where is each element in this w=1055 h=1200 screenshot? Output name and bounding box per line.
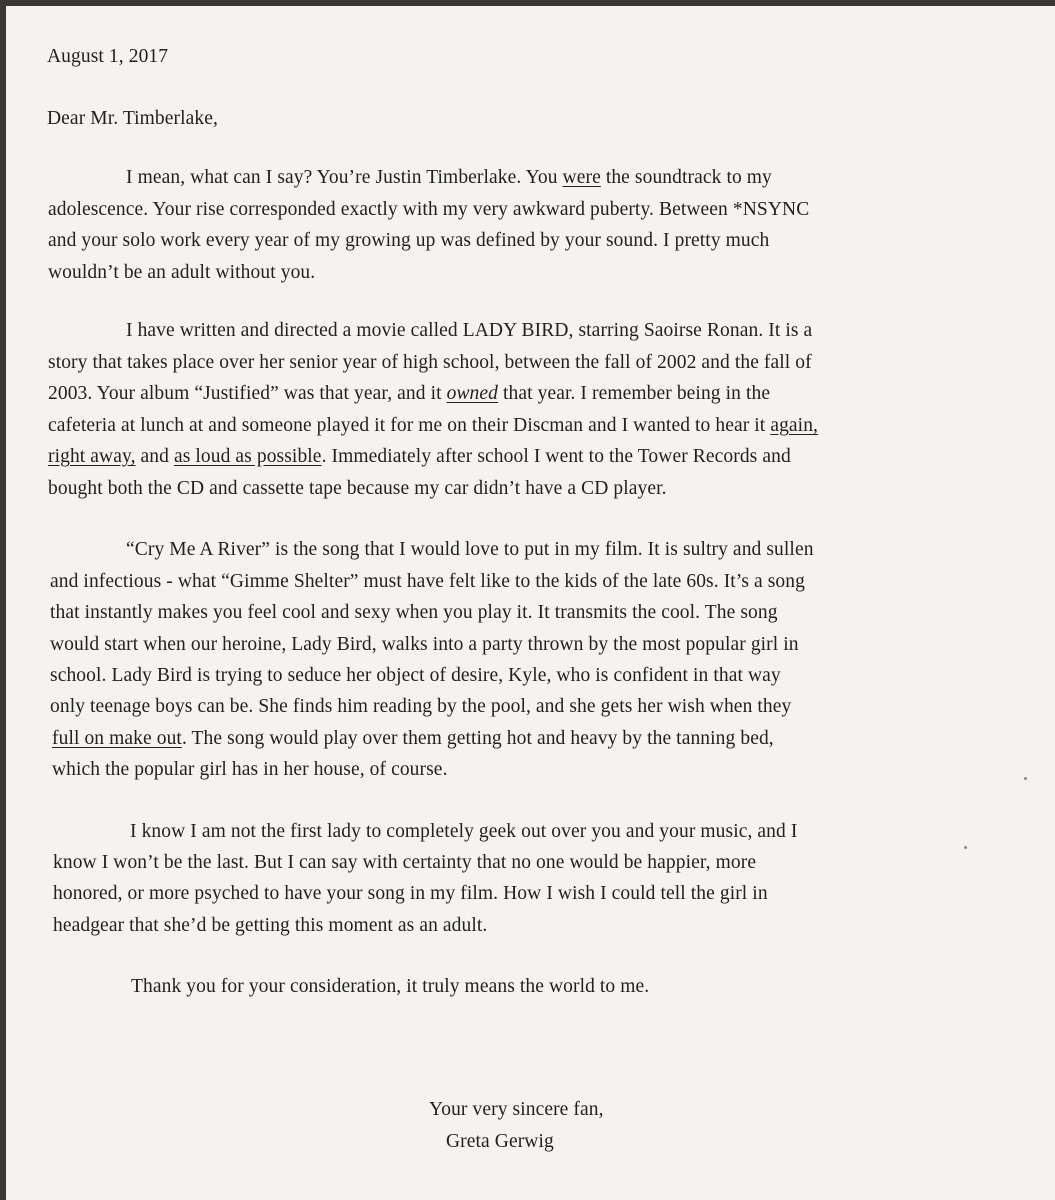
paper-speck [964, 846, 967, 849]
paragraph-4-line-4: headgear that she’d be getting this moment as an adult. [53, 915, 488, 936]
text-run: and [135, 446, 174, 467]
underlined-phrase: full on make out [52, 728, 182, 749]
paragraph-1-line-1 [126, 167, 772, 189]
paragraph-3-line-5: school. Lady Bird is trying to seduce her object of desire, Kyle, who is confident in that way [50, 665, 781, 686]
paragraph-2-line-3 [48, 383, 770, 405]
paragraph-2-line-6: bought both the CD and cassette tape because my car didn’t have a CD player. [48, 478, 667, 499]
text-run: cafeteria at lunch at and someone played it for me on their Discman and I wanted to hear it [48, 415, 771, 436]
paragraph-5: Thank you for your consideration, it truly means the world to me. [131, 976, 650, 997]
text-run: the soundtrack to my [600, 167, 772, 188]
paragraph-2-line-4 [48, 415, 818, 437]
letter-date: August 1, 2017 [47, 46, 169, 67]
underlined-phrase: right away, [48, 446, 136, 467]
paragraph-2-line-5 [48, 446, 791, 468]
paragraph-1-line-4: wouldn’t be an adult without you. [48, 262, 316, 283]
paragraph-2-line-1: I have written and directed a movie called LADY BIRD, starring Saoirse Ronan. It is a [126, 320, 813, 341]
paragraph-3-line-2: and infectious - what “Gimme Shelter” must have felt like to the kids of the late 60s. It’s a song [50, 571, 805, 592]
text-run: 2003. Your album “Justified” was that year, and it [48, 383, 447, 404]
closing: Your very sincere fan, [429, 1099, 604, 1120]
paragraph-3-line-8: which the popular girl has in her house, of course. [52, 759, 448, 780]
underlined-word: were [562, 167, 601, 188]
salutation: Dear Mr. Timberlake, [47, 108, 218, 129]
paragraph-2-line-2: story that takes place over her senior year of high school, between the fall of 2002 and the fall of [48, 352, 812, 373]
paragraph-3-line-4: would start when our heroine, Lady Bird, walks into a party thrown by the most popular girl in [50, 634, 799, 655]
underlined-word: again, [770, 415, 819, 436]
text-run: . The song would play over them getting hot and heavy by the tanning bed, [181, 728, 774, 749]
signature: Greta Gerwig [446, 1131, 554, 1152]
underlined-word: owned [446, 383, 499, 404]
text-run: that year. I remember being in the [498, 383, 771, 404]
paragraph-1-line-2: adolescence. Your rise corresponded exactly with my very awkward puberty. Between *NSYNC [48, 199, 810, 220]
paragraph-4-line-2: know I won’t be the last. But I can say with certainty that no one would be happier, more [53, 852, 757, 873]
paper-speck [1024, 777, 1027, 780]
text-run: . Immediately after school I went to the Tower Records and [321, 446, 791, 467]
paragraph-3-line-6: only teenage boys can be. She finds him reading by the pool, and she gets her wish when they [50, 696, 792, 717]
paragraph-3-line-3: that instantly makes you feel cool and sexy when you play it. It transmits the cool. The song [50, 602, 778, 623]
text-run: I mean, what can I say? You’re Justin Timberlake. You [126, 167, 563, 188]
paragraph-4-line-1: I know I am not the first lady to completely geek out over you and your music, and I [130, 821, 798, 842]
underlined-phrase: as loud as possible [173, 446, 322, 467]
paragraph-3-line-7 [52, 728, 774, 750]
paragraph-3-line-1: “Cry Me A River” is the song that I would love to put in my film. It is sultry and sullen [126, 539, 814, 560]
paragraph-4-line-3: honored, or more psyched to have your song in my film. How I wish I could tell the girl in [53, 883, 768, 904]
paragraph-1-line-3: and your solo work every year of my growing up was defined by your sound. I pretty much [48, 230, 770, 251]
